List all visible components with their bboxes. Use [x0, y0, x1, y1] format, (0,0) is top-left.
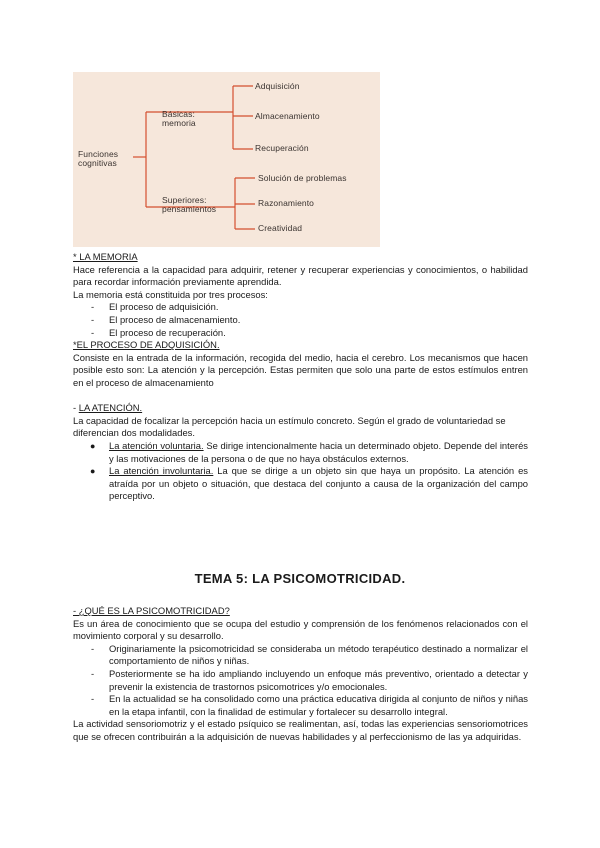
psico-heading: - ¿QUÉ ES LA PSICOMOTRICIDAD?	[73, 605, 230, 616]
psicomotricidad-section	[73, 605, 528, 744]
adquisicion-description: Consiste en la entrada de la información, recogida del medio, hacia el cerebro. Los mecanismos que hacen posible esto son: La atención y la percepción. Estas permiten que solo una parte de estos estímulos entren en el proceso de almacenamiento	[73, 351, 528, 388]
atencion-heading-line	[73, 402, 528, 415]
psico-point-1: Originariamente la psicomotricidad se consideraba un método terapéutico destinado a normalizar el comportamiento de niños y niñas.	[109, 642, 528, 667]
atencion-heading-prefix: -	[73, 402, 79, 414]
superiores-line-1: Superiores:	[162, 195, 207, 205]
process-almacenamiento: El proceso de almacenamiento.	[109, 313, 241, 325]
list-item: - El proceso de adquisición.	[91, 301, 219, 313]
memoria-heading: * LA MEMORIA	[73, 251, 138, 262]
root-line-1: Funciones	[78, 149, 119, 159]
superiores-line-2: pensamientos	[162, 204, 217, 214]
cognitive-functions-diagram	[73, 72, 380, 247]
atencion-description: La capacidad de focalizar la percepción hacia un estímulo concreto. Según el grado de voluntariedad se diferencian dos modalidades.	[73, 414, 506, 439]
adquisicion-heading: *EL PROCESO DE ADQUISICIÓN.	[73, 339, 220, 351]
list-item	[73, 440, 528, 465]
list-item: - En la actualidad se ha consolidado como una práctica educativa dirigida al conjunto de niños y niñas en la etapa infantil, con la finalidad de estimular y fortalecer su desarrollo integral.	[91, 693, 528, 717]
branch-basicas-label	[162, 110, 196, 128]
process-recuperacion: El proceso de recuperación.	[109, 326, 226, 338]
leaf-solucion-problemas: Solución de problemas	[258, 173, 347, 183]
atencion-involuntaria-term: La atención involuntaria.	[109, 465, 214, 477]
leaf-recuperacion: Recuperación	[255, 143, 309, 153]
process-adquisicion: El proceso de adquisición.	[109, 301, 219, 313]
atencion-heading: LA ATENCIÓN.	[78, 402, 143, 414]
root-line-2: cognitivas	[78, 158, 117, 168]
leaf-razonamiento: Razonamiento	[258, 198, 315, 208]
psico-description: Es un área de conocimiento que se ocupa del estudio y comprensión de los fenómenos relacionados con el movimiento corporal y su desarrollo.	[73, 617, 528, 642]
basicas-line-2: memoria	[162, 118, 196, 128]
bullet-icon: ●	[90, 440, 96, 451]
list-item: - El proceso de almacenamiento.	[91, 313, 241, 325]
diagram-connectors	[73, 72, 380, 247]
psico-closing: La actividad sensoriomotriz y el estado psíquico se realimentan, así, todas las experiencias sensoriomotrices que se ofrecen contribuirán a la adquisición de nuevas habilidades y al perfeccionismo de las ya adquiridas.	[73, 718, 528, 742]
diagram-root-label	[78, 150, 118, 168]
list-item: - Posteriormente se ha ido ampliando incluyendo un enfoque más preventivo, orientado a detectar y prevenir la existencia de trastornos psicomotrices y/o emocionales.	[91, 667, 528, 692]
basicas-line-1: Básicas:	[162, 109, 195, 119]
page-title: TEMA 5: LA PSICOMOTRICIDAD.	[194, 571, 406, 586]
list-item: - El proceso de recuperación.	[91, 326, 226, 338]
atencion-voluntaria-term: La atención voluntaria.	[109, 439, 204, 451]
list-item	[73, 465, 528, 503]
psico-point-3: En la actualidad se ha consolidado como una práctica educativa dirigida al conjunto de niños y niñas en la etapa infantil, con la finalidad de estimular y fortalecer su desarrollo integral.	[109, 693, 528, 717]
memoria-intro: La memoria está constituida por tres procesos:	[73, 288, 268, 300]
bullet-icon: ●	[90, 466, 96, 477]
memoria-description: Hace referencia a la capacidad para adquirir, retener y recuperar experiencias y conocimientos, o habilidad para recordar información previamente aprendida.	[73, 263, 528, 288]
branch-superiores-label	[162, 196, 216, 214]
psico-point-2: Posteriormente se ha ido ampliando incluyendo un enfoque más preventivo, orientado a detectar y prevenir la existencia de trastornos psicomotrices y/o emocionales.	[109, 667, 528, 692]
atencion-involuntaria-text: La que se dirige a un objeto sin que haya un propósito. La atención es atraída por un objeto o situación, que destaca del conjunto a causa de la organización del campo perceptivo.	[109, 465, 528, 502]
leaf-almacenamiento: Almacenamiento	[255, 111, 320, 121]
leaf-adquisicion: Adquisición	[255, 81, 300, 91]
list-item: - Originariamente la psicomotricidad se consideraba un método terapéutico destinado a normalizar el comportamiento de niños y niñas.	[91, 642, 528, 667]
leaf-creatividad: Creatividad	[258, 223, 303, 233]
memoria-section	[73, 251, 528, 503]
atencion-voluntaria-text: Se dirige intencionalmente hacia un determinado objeto. Depende del interés y las motivaciones de la persona o de que no haya obstáculos externos.	[109, 439, 528, 464]
